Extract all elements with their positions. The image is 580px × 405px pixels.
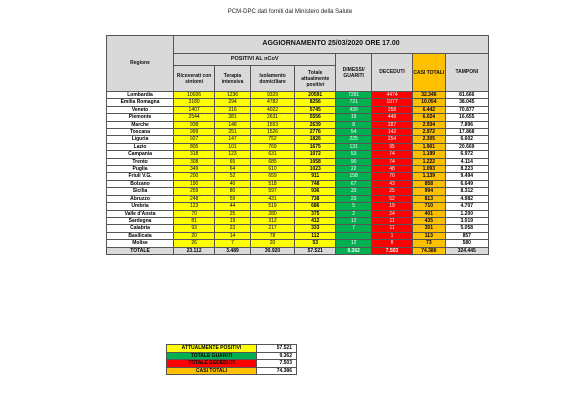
cell-casi-totali: 435 [413, 217, 445, 224]
table-row [107, 143, 489, 150]
table-row [107, 136, 489, 143]
cell-terapia: 381 [215, 114, 251, 121]
cell-isolamento: 597 [250, 188, 294, 195]
cell-deceduti: 52 [372, 195, 413, 202]
summary-label-casi: CASI TOTALI [167, 367, 257, 375]
regional-data-table [106, 35, 489, 255]
table-row [107, 114, 489, 121]
summary-value-positivi: 57.521 [257, 345, 297, 353]
cell-deceduti: 8 [372, 240, 413, 247]
cell-casi-totali: 351 [413, 225, 445, 232]
region-name: Sicilia [107, 188, 174, 195]
cell-totale-positivi: 53 [295, 240, 336, 247]
cell-casi-totali: 1.199 [413, 151, 445, 158]
cell-terapia: 147 [215, 136, 251, 143]
cell-dimessi [336, 232, 372, 239]
cell-casi-totali: 32.346 [413, 92, 445, 99]
table-row [107, 217, 489, 224]
cell-ricoverati: 93 [174, 225, 215, 232]
cell-ricoverati: 999 [174, 129, 215, 136]
cell-tamponi: 6.972 [445, 151, 488, 158]
cell-dimessi: 90 [336, 158, 372, 165]
region-name: Lazio [107, 143, 174, 150]
table-row [107, 166, 489, 173]
cell-totale-positivi: 57.521 [295, 247, 336, 254]
table-row [107, 92, 489, 99]
cell-totale-positivi: 5556 [295, 114, 336, 121]
cell-totale-positivi: 936 [295, 188, 336, 195]
cell-dimessi: 33 [336, 188, 372, 195]
cell-dimessi: 53 [336, 151, 372, 158]
cell-dimessi: 2 [336, 210, 372, 217]
cell-ricoverati: 70 [174, 210, 215, 217]
cell-isolamento: 518 [250, 180, 294, 187]
cell-casi-totali: 6.024 [413, 114, 445, 121]
cell-casi-totali: 710 [413, 203, 445, 210]
header-update: AGGIORNAMENTO 25/03/2020 ORE 17.00 [174, 36, 489, 54]
cell-isolamento: 1526 [250, 129, 294, 136]
cell-tamponi: 4.707 [445, 203, 488, 210]
cell-deceduti: 48 [372, 166, 413, 173]
cell-totale-positivi: 1675 [295, 143, 336, 150]
region-name: Abruzzo [107, 195, 174, 202]
table-row [107, 232, 489, 239]
cell-totale-positivi: 1072 [295, 151, 336, 158]
cell-deceduti: 4474 [372, 92, 413, 99]
cell-dimessi: 225 [336, 136, 372, 143]
cell-isolamento: 280 [250, 210, 294, 217]
header-deceduti: DECEDUTI [372, 54, 413, 92]
table-row [107, 240, 489, 247]
cell-dimessi: 5 [336, 203, 372, 210]
cell-tamponi: 38.045 [445, 99, 488, 106]
document-title: PCM-DPC dati forniti dal Ministero della Salute [227, 9, 353, 15]
region-name: Sardegna [107, 217, 174, 224]
cell-terapia: 1236 [215, 92, 251, 99]
cell-casi-totali: 858 [413, 180, 445, 187]
cell-terapia: 25 [215, 210, 251, 217]
cell-tamponi: 7.896 [445, 121, 488, 128]
total-row [107, 247, 489, 254]
cell-totale-positivi: 911 [295, 173, 336, 180]
table-row [107, 173, 489, 180]
cell-tamponi: 8.312 [445, 188, 488, 195]
cell-tamponi: 1.200 [445, 210, 488, 217]
cell-tamponi: 3.019 [445, 217, 488, 224]
cell-casi-totali: 10.054 [413, 99, 445, 106]
header-tamponi: TAMPONI [445, 54, 488, 92]
cell-casi-totali: 2.934 [413, 121, 445, 128]
cell-ricoverati: 190 [174, 180, 215, 187]
cell-ricoverati: 259 [174, 188, 215, 195]
cell-tamponi: 70.877 [445, 106, 488, 113]
cell-casi-totali: 2.972 [413, 129, 445, 136]
cell-ricoverati: 81 [174, 217, 215, 224]
summary-value-deceduti: 7.503 [257, 360, 297, 368]
cell-ricoverati: 1407 [174, 106, 215, 113]
cell-ricoverati: 123 [174, 203, 215, 210]
cell-totale-positivi: 112 [295, 232, 336, 239]
cell-casi-totali: 1.901 [413, 143, 445, 150]
cell-tamponi: 20.669 [445, 143, 488, 150]
cell-deceduti: 74 [372, 158, 413, 165]
summary-label-positivi: ATTUALMENTE POSITIVI [167, 345, 257, 353]
cell-dimessi: 12 [336, 240, 372, 247]
cell-deceduti: 43 [372, 180, 413, 187]
cell-ricoverati: 26 [174, 240, 215, 247]
cell-ricoverati: 248 [174, 195, 215, 202]
cell-terapia: 3.489 [215, 247, 251, 254]
summary-value-casi: 74.386 [257, 367, 297, 375]
table-row [107, 225, 489, 232]
table-row [107, 210, 489, 217]
region-name: Bolzano [107, 180, 174, 187]
table-row [107, 106, 489, 113]
table-row [107, 129, 489, 136]
cell-totale-positivi: 8256 [295, 99, 336, 106]
cell-deceduti: 95 [372, 143, 413, 150]
table-row [107, 158, 489, 165]
cell-dimessi: 12 [336, 217, 372, 224]
cell-deceduti: 11 [372, 217, 413, 224]
cell-terapia: 64 [215, 166, 251, 173]
cell-dimessi: 54 [336, 129, 372, 136]
cell-isolamento: 9329 [250, 92, 294, 99]
cell-ricoverati: 20 [174, 232, 215, 239]
table-row [107, 151, 489, 158]
cell-dimessi: 7 [336, 225, 372, 232]
cell-ricoverati: 318 [174, 151, 215, 158]
cell-deceduti: 11 [372, 225, 413, 232]
region-name: Lombardia [107, 92, 174, 99]
region-name: Umbria [107, 203, 174, 210]
cell-ricoverati: 23.112 [174, 247, 215, 254]
cell-totale-positivi: 1826 [295, 136, 336, 143]
cell-tamponi: 17.868 [445, 129, 488, 136]
header-casi-totali: CASI TOTALI [413, 54, 445, 92]
region-name: Friuli V.G. [107, 173, 174, 180]
cell-deceduti: 1077 [372, 99, 413, 106]
header-totale-positivi: Totale attualmente positivi [295, 66, 336, 92]
cell-casi-totali: 401 [413, 210, 445, 217]
cell-isolamento: 431 [250, 195, 294, 202]
cell-isolamento: 4022 [250, 106, 294, 113]
region-name: Emilia Romagna [107, 99, 174, 106]
cell-deceduti: 449 [372, 114, 413, 121]
cell-isolamento: 610 [250, 166, 294, 173]
cell-dimessi: 19 [336, 114, 372, 121]
cell-totale-positivi: 2776 [295, 129, 336, 136]
summary-label-guariti: TOTALE GUARITI [167, 352, 257, 360]
cell-terapia: 123 [215, 151, 251, 158]
cell-isolamento: 30.920 [250, 247, 294, 254]
region-name: Liguria [107, 136, 174, 143]
region-name: Toscana [107, 129, 174, 136]
cell-terapia: 14 [215, 232, 251, 239]
cell-isolamento: 78 [250, 232, 294, 239]
cell-totale-positivi: 748 [295, 180, 336, 187]
cell-totale-positivi: 412 [295, 217, 336, 224]
cell-dimessi: 8 [336, 121, 372, 128]
cell-casi-totali: 113 [413, 232, 445, 239]
header-positivi-group: POSITIVI AL nCoV [174, 54, 336, 66]
cell-dimessi: 7281 [336, 92, 372, 99]
cell-tamponi: 324.445 [445, 247, 488, 254]
cell-tamponi: 4.982 [445, 195, 488, 202]
cell-dimessi: 439 [336, 106, 372, 113]
cell-casi-totali: 1.139 [413, 173, 445, 180]
cell-ricoverati: 349 [174, 166, 215, 173]
cell-casi-totali: 2.305 [413, 136, 445, 143]
cell-totale-positivi: 375 [295, 210, 336, 217]
table-row [107, 121, 489, 128]
header-regione: Regione [107, 36, 174, 92]
cell-ricoverati: 2544 [174, 114, 215, 121]
cell-terapia: 65 [215, 158, 251, 165]
header-terapia: Terapia intensiva [215, 66, 251, 92]
cell-totale-positivi: 333 [295, 225, 336, 232]
cell-dimessi: 23 [336, 195, 372, 202]
summary-label-deceduti: TOTALE DECEDUTI [167, 360, 257, 368]
cell-ricoverati: 927 [174, 136, 215, 143]
region-name: Piemonte [107, 114, 174, 121]
region-name: Molise [107, 240, 174, 247]
table-row [107, 203, 489, 210]
cell-isolamento: 769 [250, 143, 294, 150]
cell-dimessi: 721 [336, 99, 372, 106]
cell-casi-totali: 74.386 [413, 247, 445, 254]
cell-terapia: 316 [215, 106, 251, 113]
cell-deceduti: 1 [372, 232, 413, 239]
cell-isolamento: 312 [250, 217, 294, 224]
cell-tamponi: 16.655 [445, 114, 488, 121]
table-row [107, 188, 489, 195]
cell-tamponi: 4.114 [445, 158, 488, 165]
cell-dimessi: 131 [336, 143, 372, 150]
cell-tamponi: 6.602 [445, 136, 488, 143]
cell-isolamento: 217 [250, 225, 294, 232]
region-name: Basilicata [107, 232, 174, 239]
cell-tamponi: 9.494 [445, 173, 488, 180]
cell-terapia: 7 [215, 240, 251, 247]
cell-terapia: 80 [215, 188, 251, 195]
cell-dimessi: 67 [336, 180, 372, 187]
cell-terapia: 148 [215, 121, 251, 128]
cell-ricoverati: 805 [174, 143, 215, 150]
cell-totale-positivi: 5745 [295, 106, 336, 113]
cell-deceduti: 74 [372, 151, 413, 158]
summary-table [166, 344, 297, 375]
cell-casi-totali: 73 [413, 240, 445, 247]
cell-tamponi: 8.223 [445, 166, 488, 173]
cell-casi-totali: 1.222 [413, 158, 445, 165]
cell-ricoverati: 938 [174, 121, 215, 128]
cell-isolamento: 2631 [250, 114, 294, 121]
summary-value-guariti: 9.362 [257, 352, 297, 360]
cell-casi-totali: 994 [413, 188, 445, 195]
cell-deceduti: 254 [372, 136, 413, 143]
region-name: Campania [107, 151, 174, 158]
cell-terapia: 19 [215, 217, 251, 224]
region-name: Puglia [107, 166, 174, 173]
cell-deceduti: 258 [372, 106, 413, 113]
cell-tamponi: 580 [445, 240, 488, 247]
cell-dimessi: 158 [336, 173, 372, 180]
cell-isolamento: 20 [250, 240, 294, 247]
cell-isolamento: 659 [250, 173, 294, 180]
cell-terapia: 23 [215, 225, 251, 232]
cell-casi-totali: 6.442 [413, 106, 445, 113]
region-name: Valle d'Aosta [107, 210, 174, 217]
cell-ricoverati: 200 [174, 173, 215, 180]
cell-tamponi: 857 [445, 232, 488, 239]
cell-deceduti: 25 [372, 188, 413, 195]
region-name: Marche [107, 121, 174, 128]
table-row [107, 195, 489, 202]
cell-terapia: 59 [215, 195, 251, 202]
cell-tamponi: 5.058 [445, 225, 488, 232]
cell-terapia: 294 [215, 99, 251, 106]
cell-isolamento: 631 [250, 151, 294, 158]
header-ricoverati: Ricoverati con sintomi [174, 66, 215, 92]
table-row [107, 99, 489, 106]
cell-dimessi: 22 [336, 166, 372, 173]
cell-deceduti: 70 [372, 173, 413, 180]
region-name: Trento [107, 158, 174, 165]
cell-isolamento: 1553 [250, 121, 294, 128]
cell-terapia: 52 [215, 173, 251, 180]
header-dimessi: DIMESSI/ GUARITI [336, 54, 372, 92]
cell-terapia: 251 [215, 129, 251, 136]
region-name: Veneto [107, 106, 174, 113]
cell-dimessi: 9.362 [336, 247, 372, 254]
cell-totale-positivi: 1023 [295, 166, 336, 173]
cell-tamponi: 6.649 [445, 180, 488, 187]
cell-terapia: 101 [215, 143, 251, 150]
cell-deceduti: 19 [372, 203, 413, 210]
cell-casi-totali: 1.093 [413, 166, 445, 173]
cell-deceduti: 24 [372, 210, 413, 217]
cell-deceduti: 142 [372, 129, 413, 136]
table-row [107, 180, 489, 187]
cell-ricoverati: 10026 [174, 92, 215, 99]
cell-deceduti: 7.503 [372, 247, 413, 254]
header-isolamento: Isolamento domiciliare [250, 66, 294, 92]
cell-totale-positivi: 738 [295, 195, 336, 202]
cell-isolamento: 685 [250, 158, 294, 165]
cell-totale-positivi: 20591 [295, 92, 336, 99]
cell-terapia: 44 [215, 203, 251, 210]
region-name: TOTALE [107, 247, 174, 254]
cell-isolamento: 4782 [250, 99, 294, 106]
cell-casi-totali: 813 [413, 195, 445, 202]
cell-terapia: 40 [215, 180, 251, 187]
cell-isolamento: 752 [250, 136, 294, 143]
cell-deceduti: 287 [372, 121, 413, 128]
cell-ricoverati: 3180 [174, 99, 215, 106]
region-name: Calabria [107, 225, 174, 232]
cell-ricoverati: 308 [174, 158, 215, 165]
cell-tamponi: 81.666 [445, 92, 488, 99]
cell-totale-positivi: 2639 [295, 121, 336, 128]
cell-isolamento: 519 [250, 203, 294, 210]
cell-totale-positivi: 1058 [295, 158, 336, 165]
cell-totale-positivi: 686 [295, 203, 336, 210]
